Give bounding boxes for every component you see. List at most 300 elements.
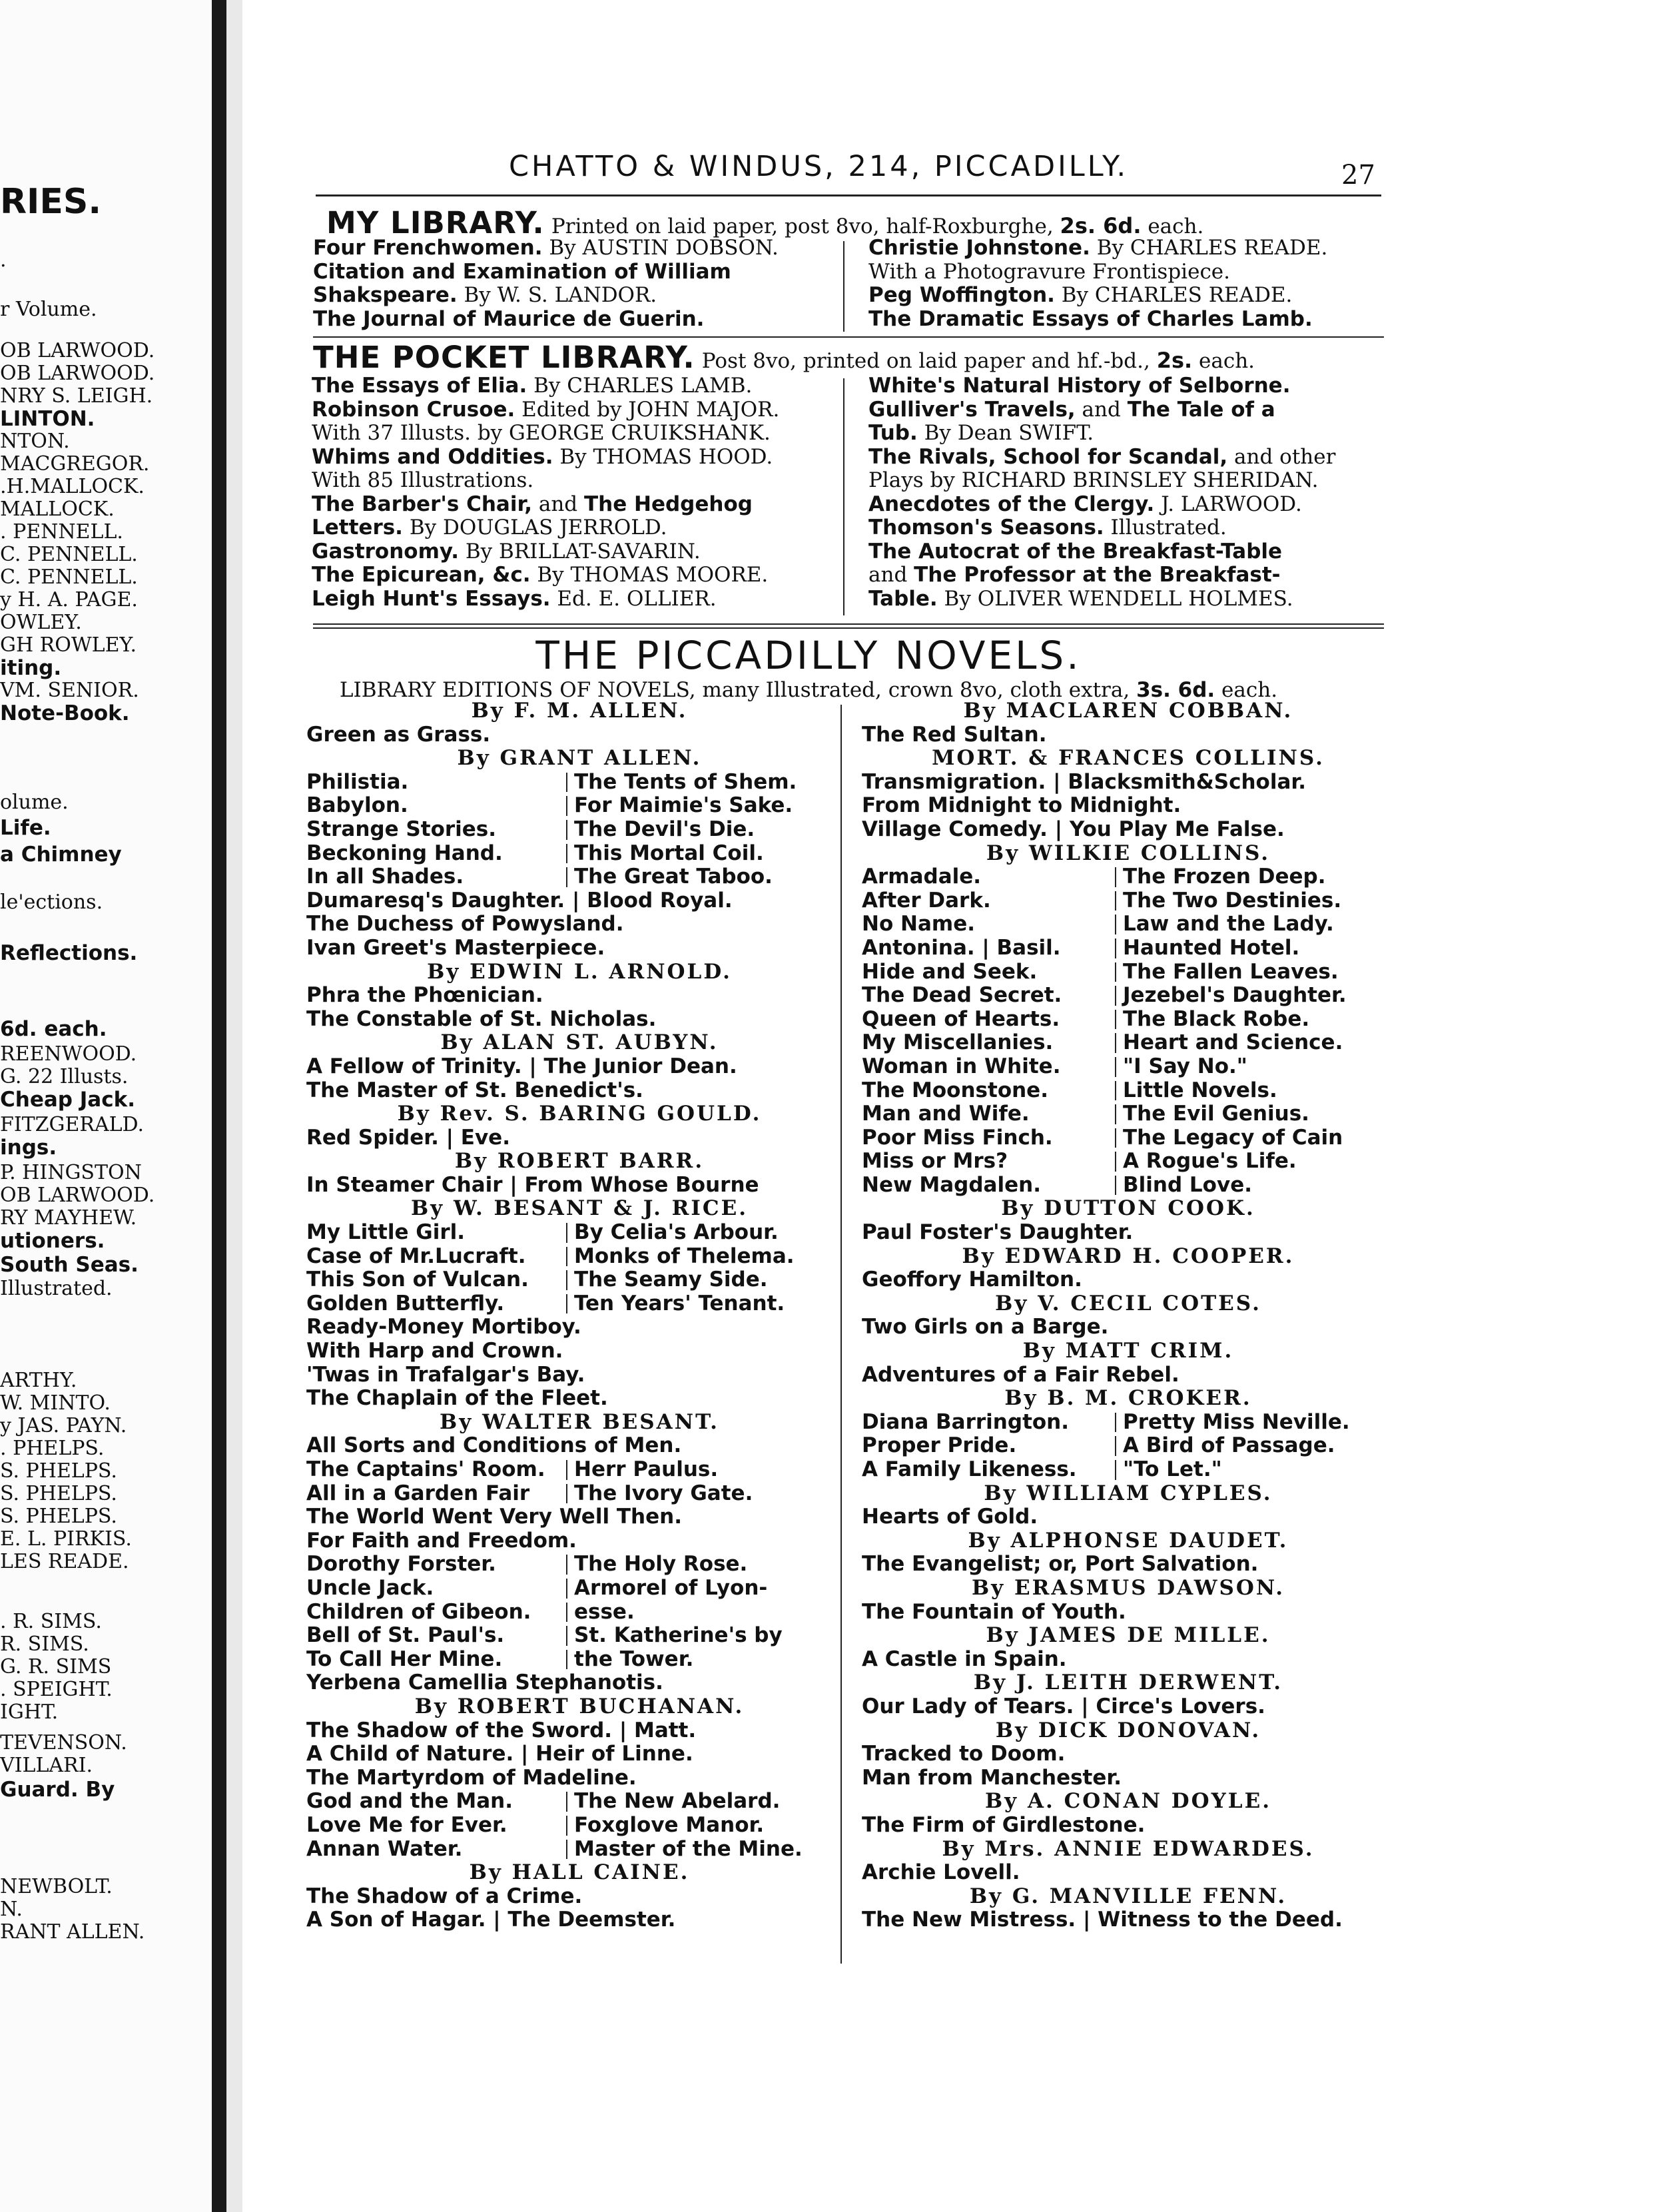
novel-title: The Dead Secret. (862, 983, 1062, 1008)
left-page-line: iting. (0, 656, 62, 680)
my-library-desc: Printed on laid paper, post 8vo, half-Roxburghe, (551, 214, 1060, 238)
novel-title: Ivan Greet's Masterpiece. (306, 935, 605, 960)
novel-title: In all Shades. (306, 865, 464, 889)
author-text: By W. S. LANDOR. (457, 283, 657, 307)
entry-line (868, 236, 1388, 260)
novel-title-pair (862, 1434, 1395, 1458)
title-separator (566, 1650, 567, 1670)
novel-title-pair (306, 1577, 852, 1601)
novel-title: A Fellow of Trinity. | The Junior Dean. (306, 1054, 737, 1078)
novel-title: Antonina. | Basil. (862, 935, 1061, 960)
left-facing-page (0, 0, 212, 2212)
novel-title: A Son of Hagar. | The Deemster. (306, 1908, 676, 1932)
author-heading: By G. MANVILLE FENN. (969, 1884, 1287, 1908)
title-text: Tub. (868, 421, 918, 445)
novel-title: To Call Her Mine. (306, 1647, 503, 1671)
author-heading: By WALTER BESANT. (440, 1409, 719, 1434)
my-library-left-column (313, 236, 833, 331)
novel-title: Geoffory Hamilton. (862, 1268, 1082, 1292)
novel-title: Children of Gibeon. (306, 1599, 531, 1624)
author-heading: By EDWARD H. COOPER. (962, 1244, 1295, 1268)
entry-line (313, 308, 833, 332)
title-separator (566, 820, 567, 840)
novel-title: The Chaplain of the Fleet. (306, 1386, 608, 1411)
section-rule (313, 336, 1384, 338)
entry-line (868, 563, 1401, 587)
entry-line (313, 236, 833, 260)
author-heading: By ROBERT BARR. (454, 1149, 705, 1174)
novel-title: Archie Lovell. (862, 1860, 1020, 1885)
title-separator (1115, 1081, 1116, 1101)
novel-title: Queen of Hearts. (862, 1006, 1060, 1031)
title-text: Citation and Examination of William (313, 259, 731, 284)
novel-title: A Castle in Spain. (862, 1647, 1067, 1671)
novel-title: The World Went Very Well Then. (306, 1505, 682, 1529)
author-heading: By J. LEITH DERWENT. (973, 1670, 1283, 1695)
left-page-line: South Seas. (0, 1253, 139, 1277)
title-separator (566, 1840, 567, 1860)
author-heading: MORT. & FRANCES COLLINS. (932, 746, 1325, 771)
novel-title: Babylon. (306, 793, 408, 818)
pocket-library-heading (313, 340, 1255, 375)
column-divider (840, 705, 842, 1964)
entry-line (868, 469, 1401, 493)
novel-title-pair (862, 913, 1395, 936)
pocket-library-right-column (868, 374, 1401, 611)
left-page-line: NRY S. LEIGH. (0, 384, 153, 408)
novel-title-pair (306, 1245, 852, 1269)
novel-title: Tracked to Doom. (862, 1742, 1066, 1766)
left-page-line: C. PENNELL. (0, 565, 138, 589)
author-heading: By Mrs. ANNIE EDWARDES. (942, 1836, 1315, 1861)
novel-title: Yerbena Camellia Stephanotis. (306, 1670, 663, 1695)
entry-line (868, 308, 1388, 332)
left-page-line: . SPEIGHT. (0, 1678, 113, 1701)
novel-title-pair (306, 1482, 852, 1506)
author-heading: By GRANT ALLEN. (457, 746, 702, 771)
novel-title: The Holy Rose. (574, 1552, 748, 1577)
title-text: Letters. (312, 516, 403, 540)
title-separator (1115, 1460, 1116, 1480)
novel-title: Little Novels. (1123, 1078, 1277, 1102)
novel-title: Hide and Seek. (862, 959, 1038, 984)
novel-title-pair (306, 1814, 852, 1838)
novel-title: 'Twas in Trafalgar's Bay. (306, 1362, 585, 1387)
left-page-line: Reflections. (0, 941, 138, 965)
novel-title: St. Katherine's by (574, 1623, 783, 1648)
novel-title: "I Say No." (1123, 1054, 1247, 1078)
title-text: The Professor at the Breakfast- (914, 563, 1281, 587)
author-text: With 37 Illusts. by GEORGE CRUIKSHANK. (312, 421, 771, 445)
left-page-line: 6d. each. (0, 1017, 107, 1041)
entry-line (868, 516, 1401, 540)
entry-line (868, 422, 1401, 446)
novel-title: Armorel of Lyon- (574, 1575, 768, 1600)
title-text: The Tale of a (1127, 397, 1275, 422)
pocket-library-left-column (312, 374, 831, 611)
left-page-line: C. PENNELL. (0, 543, 138, 566)
novel-title: A Family Likeness. (862, 1457, 1077, 1481)
novel-title-pair (306, 1648, 852, 1672)
novel-title: For Faith and Freedom. (306, 1528, 577, 1553)
novel-title-pair (306, 1221, 852, 1245)
left-page-line: .H.MALLOCK. (0, 475, 145, 498)
left-page-line: LES READE. (0, 1550, 129, 1573)
novel-title: Transmigration. | Blacksmith&Scholar. (862, 769, 1307, 794)
title-separator (1115, 1128, 1116, 1148)
title-separator (1115, 867, 1116, 887)
novel-title: The Seamy Side. (574, 1268, 768, 1292)
pocket-library-price: 2s. (1156, 348, 1193, 373)
title-text: Robinson Crusoe. (312, 397, 515, 422)
author-text: and other (1227, 444, 1336, 469)
novel-title-pair (862, 1126, 1395, 1150)
title-separator (1115, 1104, 1116, 1124)
author-text: By CHARLES LAMB. (527, 374, 753, 398)
novel-title: Diana Barrington. (862, 1409, 1070, 1434)
novel-title: The Great Taboo. (574, 865, 773, 889)
novel-title-pair (862, 1458, 1395, 1482)
novel-title: A Rogue's Life. (1123, 1149, 1297, 1174)
novel-title-pair (306, 865, 852, 889)
novel-title: the Tower. (574, 1647, 694, 1671)
title-text: The Dramatic Essays of Charles Lamb. (868, 306, 1313, 331)
left-page-line: E. L. PIRKIS. (0, 1527, 132, 1551)
novel-title: My Miscellanies. (862, 1030, 1054, 1055)
novel-title: Dumaresq's Daughter. | Blood Royal. (306, 888, 733, 913)
section-rule (313, 623, 1384, 625)
novel-title: All Sorts and Conditions of Men. (306, 1433, 682, 1458)
left-page-line: FITZGERALD. (0, 1113, 145, 1136)
entry-line (312, 516, 831, 540)
author-text: By THOMAS MOORE. (530, 563, 769, 587)
author-text: By BRILLAT-SAVARIN. (459, 539, 701, 563)
title-text: Peg Woffington. (868, 283, 1055, 307)
novel-title: God and the Man. (306, 1789, 513, 1814)
entry-line (313, 260, 833, 284)
my-library-each: each. (1141, 214, 1204, 238)
author-text: By DOUGLAS JERROLD. (402, 516, 667, 540)
left-page-line: a Chimney (0, 843, 122, 867)
left-page-line: . R. SIMS. (0, 1610, 102, 1633)
my-library-right-column (868, 236, 1388, 331)
entry-line (312, 493, 831, 517)
novel-title: The Legacy of Cain (1123, 1125, 1343, 1150)
novel-title-pair (306, 1458, 852, 1482)
title-text: Whims and Oddities. (312, 444, 553, 469)
pocket-library-each: each. (1192, 349, 1255, 373)
entry-line (312, 422, 831, 446)
novel-title: The Constable of St. Nicholas. (306, 1006, 657, 1031)
left-page-line: Illustrated. (0, 1277, 113, 1300)
author-text: By OLIVER WENDELL HOLMES. (937, 586, 1293, 611)
novel-title-pair (862, 1102, 1395, 1126)
author-text: By CHARLES READE. (1090, 236, 1328, 260)
novel-title: The Evil Genius. (1123, 1102, 1309, 1126)
novel-title: From Midnight to Midnight. (862, 793, 1181, 818)
title-separator (1115, 986, 1116, 1006)
title-text: Four Frenchwomen. (313, 236, 543, 260)
novel-title-pair (306, 1624, 852, 1648)
novel-title: Jezebel's Daughter. (1123, 983, 1347, 1008)
left-page-line: MACGREGOR. (0, 452, 150, 476)
author-heading: By MACLAREN COBBAN. (963, 699, 1293, 723)
left-page-line: IGHT. (0, 1700, 59, 1724)
left-page-line: N. (0, 1898, 23, 1921)
title-text: Anecdotes of the Clergy. (868, 492, 1155, 516)
entry-line (312, 563, 831, 587)
novel-title-pair (862, 889, 1395, 913)
novel-title: Pretty Miss Neville. (1123, 1409, 1350, 1434)
title-separator (1115, 1057, 1116, 1077)
novel-title: Two Girls on a Barge. (862, 1315, 1109, 1339)
novel-title: Blind Love. (1123, 1172, 1252, 1197)
author-heading: By V. CECIL COTES. (995, 1291, 1261, 1315)
author-heading: By MATT CRIM. (1022, 1339, 1234, 1363)
entry-line (312, 469, 831, 493)
title-separator (566, 1792, 567, 1812)
author-heading: By Rev. S. BARING GOULD. (397, 1102, 762, 1126)
novel-title: The Firm of Girdlestone. (862, 1812, 1146, 1837)
left-page-line: Guard. By (0, 1778, 115, 1802)
left-page-line: r Volume. (0, 298, 97, 321)
novel-title: No Name. (862, 912, 976, 936)
pocket-library-desc: Post 8vo, printed on laid paper and hf.-bd., (701, 349, 1157, 373)
novel-title: Monks of Thelema. (574, 1244, 795, 1268)
novel-title: The Shadow of a Crime. (306, 1884, 583, 1908)
novel-title: Heart and Science. (1123, 1030, 1343, 1055)
title-separator (566, 1460, 567, 1480)
title-text: Thomson's Seasons. (868, 516, 1104, 540)
novel-title: This Mortal Coil. (574, 841, 764, 865)
novel-title: Strange Stories. (306, 817, 497, 841)
novel-title: Dorothy Forster. (306, 1552, 496, 1577)
left-page-line: RY MAYHEW. (0, 1206, 137, 1230)
novel-title: The Moonstone. (862, 1078, 1048, 1102)
novel-title: The Master of St. Benedict's. (306, 1078, 643, 1102)
novel-title: The Black Robe. (1123, 1006, 1310, 1031)
title-text: Shakspeare. (313, 283, 458, 307)
novel-title-pair (306, 771, 852, 795)
author-text: and (1075, 397, 1128, 422)
novel-title-pair (862, 1008, 1395, 1032)
my-library-title: MY LIBRARY. (326, 205, 545, 240)
novel-title: A Bird of Passage. (1123, 1433, 1335, 1458)
title-separator (566, 1223, 567, 1243)
novel-title: Red Spider. | Eve. (306, 1125, 510, 1150)
author-text: J. LARWOOD. (1154, 492, 1302, 516)
novel-title: Green as Grass. (306, 722, 491, 747)
left-page-line: Note-Book. (0, 701, 130, 725)
novel-title-pair (306, 1268, 852, 1292)
author-text: With 85 Illustrations. (312, 468, 534, 492)
entry-line (313, 284, 833, 308)
novel-title: The Two Destinies. (1123, 888, 1342, 913)
title-separator (1115, 1413, 1116, 1433)
novel-title: All in a Garden Fair (306, 1481, 530, 1505)
author-heading: By WILLIAM CYPLES. (984, 1481, 1273, 1505)
novel-title: The Fallen Leaves. (1123, 959, 1339, 984)
novel-title: The New Abelard. (574, 1789, 781, 1814)
title-separator (566, 1294, 567, 1314)
novel-title-pair (862, 984, 1395, 1008)
novel-title: esse. (574, 1599, 635, 1624)
left-page-line: y H. A. PAGE. (0, 588, 138, 611)
title-separator (566, 867, 567, 887)
title-text: The Barber's Chair, (312, 492, 532, 516)
novel-title-pair (306, 1838, 852, 1862)
title-separator (1115, 962, 1116, 982)
novel-title-pair (862, 960, 1395, 984)
novel-title-pair (306, 1601, 852, 1625)
page-margin (226, 0, 242, 2212)
running-header: CHATTO & WINDUS, 214, PICCADILLY. (509, 150, 1129, 183)
left-page-line: utioners. (0, 1229, 105, 1253)
novels-right-column (862, 699, 1395, 1932)
column-divider (843, 378, 844, 615)
novel-title: Law and the Lady. (1123, 912, 1334, 936)
author-heading: By DICK DONOVAN. (995, 1718, 1261, 1742)
author-text: By CHARLES READE. (1054, 283, 1293, 307)
title-text: The Journal of Maurice de Guerin. (313, 306, 705, 331)
author-text: and (531, 492, 584, 516)
novel-title: The New Mistress. | Witness to the Deed. (862, 1908, 1343, 1932)
section-rule-double (313, 627, 1384, 629)
left-page-line: ings. (0, 1136, 57, 1160)
author-text: Illustrated. (1104, 516, 1227, 540)
novels-each: each. (1215, 678, 1278, 702)
novel-title: Master of the Mine. (574, 1836, 803, 1861)
title-text: The Hedgehog (583, 492, 753, 516)
novels-left-column (306, 699, 852, 1932)
title-separator (1115, 1152, 1116, 1172)
author-text: By AUSTIN DOBSON. (542, 236, 779, 260)
title-separator (566, 1603, 567, 1623)
entry-line (312, 540, 831, 564)
author-heading: By EDWIN L. ARNOLD. (427, 959, 732, 984)
novel-title: The Devil's Die. (574, 817, 755, 841)
title-text: The Essays of Elia. (312, 374, 527, 398)
author-text: Edited by JOHN MAJOR. (515, 397, 780, 422)
title-separator (566, 796, 567, 816)
entry-line (868, 284, 1388, 308)
novel-title: For Maimie's Sake. (574, 793, 793, 818)
author-heading: By DUTTON COOK. (1001, 1196, 1255, 1221)
novel-title: The Shadow of the Sword. | Matt. (306, 1718, 697, 1742)
author-heading: By ERASMUS DAWSON. (971, 1575, 1285, 1600)
author-text: By THOMAS HOOD. (553, 444, 773, 469)
entry-line (312, 446, 831, 470)
novel-title: Woman in White. (862, 1054, 1061, 1078)
novel-title: The Frozen Deep. (1123, 865, 1326, 889)
title-separator (1115, 1436, 1116, 1456)
author-heading: By W. BESANT & J. RICE. (410, 1196, 749, 1221)
author-text: By Dean SWIFT. (917, 421, 1094, 445)
title-separator (1115, 938, 1116, 958)
left-page-line: olume. (0, 791, 69, 814)
novel-title-pair (862, 865, 1395, 889)
novel-title: Village Comedy. | You Play Me False. (862, 817, 1285, 841)
left-page-line: . PHELPS. (0, 1437, 105, 1460)
title-separator (566, 844, 567, 864)
novel-title-pair (862, 1150, 1395, 1174)
novel-title: Adventures of a Fair Rebel. (862, 1362, 1179, 1387)
novel-title: The Duchess of Powysland. (306, 912, 624, 936)
novel-title: Golden Butterfly. (306, 1291, 505, 1315)
page-number: 27 (1341, 160, 1375, 190)
novel-title: The Red Sultan. (862, 722, 1047, 747)
title-separator (566, 1247, 567, 1267)
left-page-line: S. PHELPS. (0, 1505, 117, 1528)
title-separator (566, 1579, 567, 1599)
left-page-line: S. PHELPS. (0, 1459, 117, 1483)
left-page-line: TEVENSON. (0, 1731, 127, 1754)
novel-title: By Celia's Arbour. (574, 1220, 779, 1245)
novel-title-pair (306, 1790, 852, 1814)
novel-title: The Ivory Gate. (574, 1481, 753, 1505)
entry-line (312, 398, 831, 422)
novel-title: After Dark. (862, 888, 991, 913)
novel-title: Beckoning Hand. (306, 841, 503, 865)
novel-title: The Evangelist; or, Port Salvation. (862, 1552, 1259, 1577)
title-text: The Epicurean, &c. (312, 563, 531, 587)
header-rule (316, 194, 1381, 196)
my-library-price: 2s. 6d. (1060, 213, 1142, 238)
left-page-line: RANT ALLEN. (0, 1920, 145, 1944)
novel-title: Love Me for Ever. (306, 1812, 507, 1837)
novel-title-pair (862, 1174, 1395, 1198)
left-page-line: W. MINTO. (0, 1391, 111, 1415)
left-page-line: S. PHELPS. (0, 1482, 117, 1505)
novel-title: Our Lady of Tears. | Circe's Lovers. (862, 1694, 1265, 1718)
novel-title: Bell of St. Paul's. (306, 1623, 505, 1648)
left-page-line: . (0, 248, 7, 272)
title-separator (566, 1270, 567, 1290)
title-text: Table. (868, 586, 938, 611)
novel-title: New Magdalen. (862, 1172, 1041, 1197)
title-separator (566, 1484, 567, 1504)
novel-title: Man from Manchester. (862, 1765, 1122, 1790)
novel-title: Phra the Phœnician. (306, 983, 543, 1008)
author-heading: By B. M. CROKER. (1004, 1386, 1252, 1411)
entry-line (868, 446, 1401, 470)
novel-title: Ten Years' Tenant. (574, 1291, 785, 1315)
entry-line (868, 374, 1401, 398)
left-page-line: le'ections. (0, 891, 103, 914)
novel-title: "To Let." (1123, 1457, 1222, 1481)
novel-title: Armadale. (862, 865, 982, 889)
column-divider (843, 241, 844, 332)
novel-title: Paul Foster's Daughter. (862, 1220, 1134, 1245)
novel-title: Herr Paulus. (574, 1457, 719, 1481)
novel-title-pair (862, 1079, 1395, 1103)
novel-title-pair (306, 1553, 852, 1577)
left-page-line: GH ROWLEY. (0, 633, 137, 657)
entry-line (312, 587, 831, 611)
entry-line (868, 260, 1388, 284)
novel-title-pair (862, 936, 1395, 960)
author-heading: By ROBERT BUCHANAN. (414, 1694, 745, 1718)
title-text: Gastronomy. (312, 539, 460, 563)
title-separator (1115, 891, 1116, 911)
left-page-line: . PENNELL. (0, 520, 123, 544)
left-page-line: ARTHY. (0, 1369, 77, 1392)
left-page-line: OB LARWOOD. (0, 339, 155, 362)
author-heading: By ALPHONSE DAUDET. (968, 1528, 1289, 1553)
entry-line (868, 493, 1401, 517)
novel-title: My Little Girl. (306, 1220, 466, 1245)
novel-title: Miss or Mrs? (862, 1149, 1008, 1174)
